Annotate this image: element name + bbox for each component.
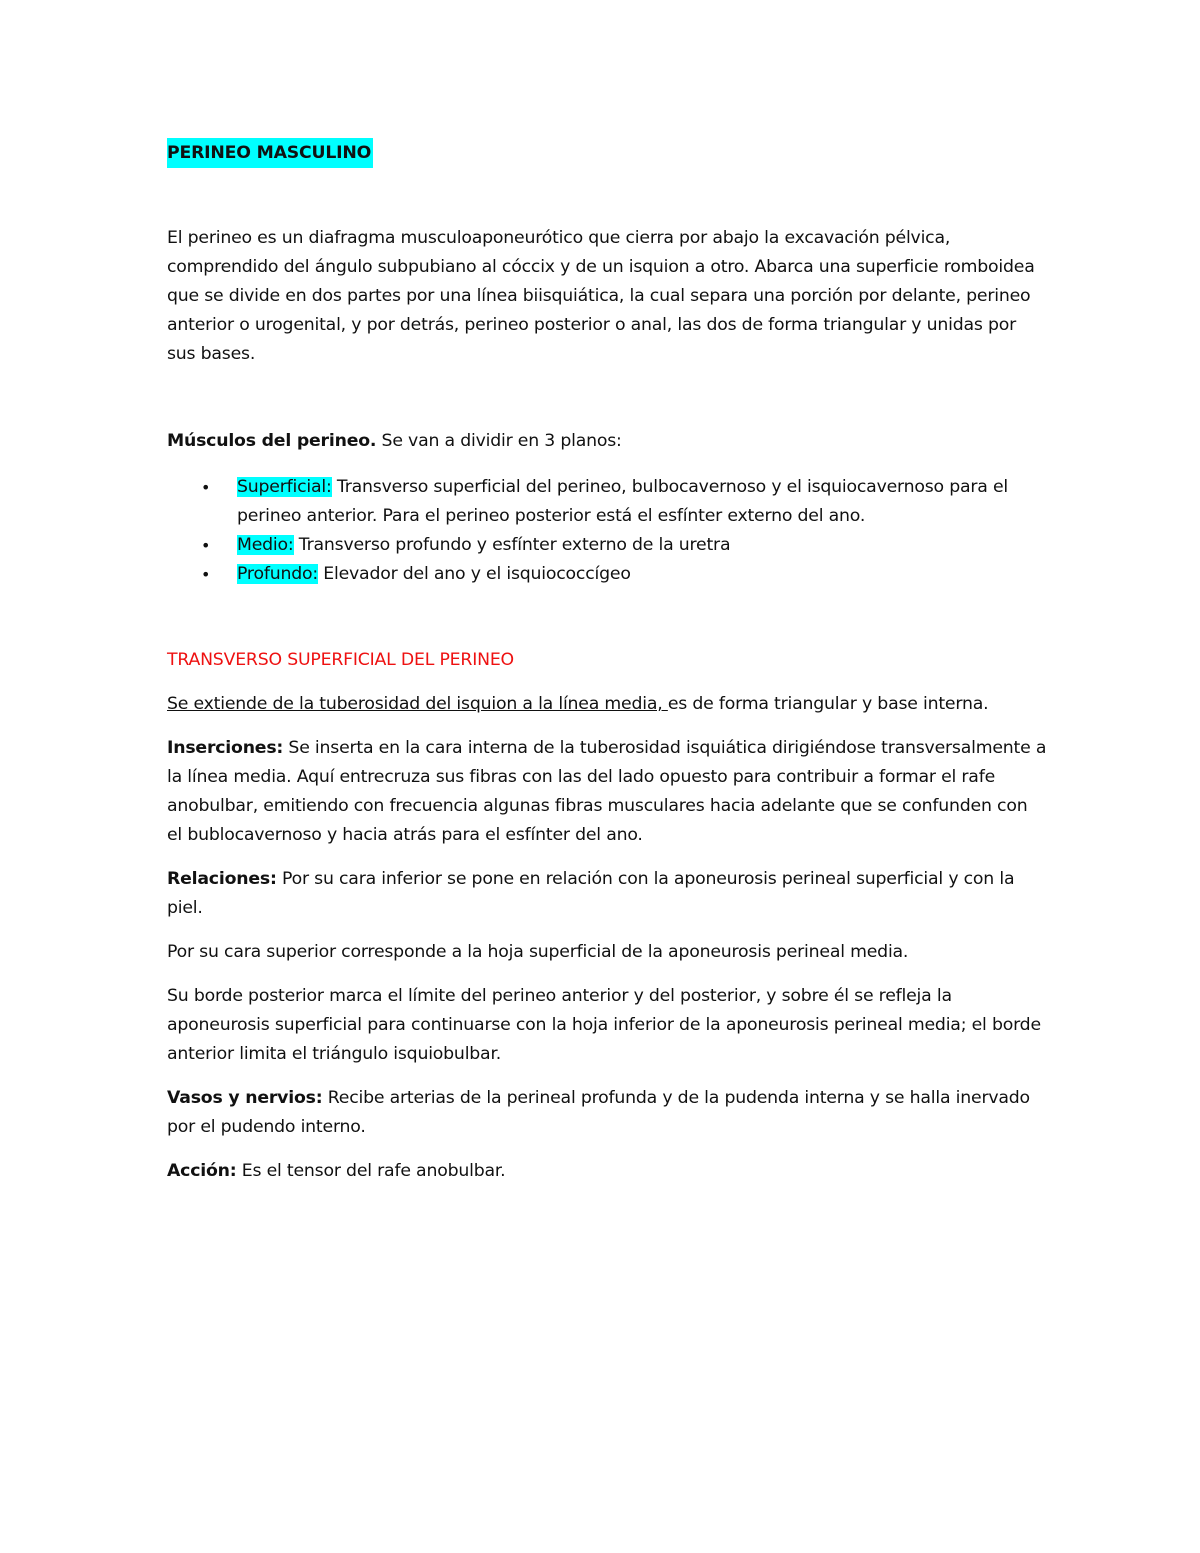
plane-label: Medio: [237, 535, 294, 555]
list-item-superficial [167, 473, 1047, 531]
plane-text: Elevador del ano y el isquiococcígeo [317, 564, 631, 584]
plane-label: Superficial: [237, 477, 332, 497]
relations-paragraph [167, 865, 1047, 923]
intro-paragraph: El perineo es un diafragma musculoaponeurótico que cierra por abajo la excavación pélvica, comprendido del ángulo subpubiano al cóccix y de un isquion a otro. Abarca una superficie romboidea que se divide en dos partes por una línea biisquiática, la cual separa una porción por delante, perineo anterior o urogenital, y por detrás, perineo posterior o anal, las dos de forma triangular y unidas por sus bases. [167, 228, 1035, 364]
superior-face-paragraph: Por su cara superior corresponde a la hoja superficial de la aponeurosis perineal media. [167, 942, 909, 962]
insertions-label: Inserciones: [167, 738, 284, 758]
bullet-icon: • [201, 478, 211, 497]
muscles-text: Se van a dividir en 3 planos: [376, 431, 622, 451]
vessels-label: Vasos y nervios: [167, 1088, 323, 1108]
relations-label: Relaciones: [167, 869, 277, 889]
muscle-planes-list [167, 473, 1047, 589]
document-page [167, 138, 1047, 1186]
bullet-icon: • [201, 565, 211, 584]
muscles-paragraph [167, 427, 1047, 456]
extent-paragraph [167, 690, 1047, 719]
action-label: Acción: [167, 1161, 237, 1181]
action-text: Es el tensor del rafe anobulbar. [236, 1161, 506, 1181]
section-title: TRANSVERSO SUPERFICIAL DEL PERINEO [167, 650, 514, 670]
plane-text: Transverso profundo y esfínter externo de la uretra [293, 535, 731, 555]
document-title: PERINEO MASCULINO [167, 138, 373, 168]
vessels-text: Recibe arterias de la perineal profunda y de la pudenda interna y se halla inervado por el pudendo interno. [167, 1088, 1030, 1137]
muscles-heading: Músculos del perineo. [167, 431, 377, 451]
relations-text: Por su cara inferior se pone en relación con la aponeurosis perineal superficial y con la piel. [167, 869, 1015, 918]
plane-label: Profundo: [237, 564, 318, 584]
extent-underlined: Se extiende de la tuberosidad del isquion a la línea media, [167, 694, 668, 714]
bullet-icon: • [201, 536, 211, 555]
vessels-paragraph [167, 1084, 1047, 1142]
insertions-text: Se inserta en la cara interna de la tuberosidad isquiática dirigiéndose transversalmente a la línea media. Aquí entrecruza sus fibras con las del lado opuesto para contribuir a formar el rafe anobulbar, emitiendo con frecuencia algunas fibras musculares hacia adelante que se confunden con el bublocavernoso y hacia atrás para el esfínter del ano. [167, 738, 1047, 845]
list-item-medio [167, 531, 1047, 560]
insertions-paragraph [167, 734, 1047, 850]
document-title-line [167, 138, 1047, 168]
list-item-profundo [167, 560, 1047, 589]
posterior-border-paragraph: Su borde posterior marca el límite del perineo anterior y del posterior, y sobre él se refleja la aponeurosis superficial para continuarse con la hoja inferior de la aponeurosis perineal media; el borde anterior limita el triángulo isquiobulbar. [167, 986, 1041, 1064]
action-paragraph [167, 1157, 1047, 1186]
extent-rest: es de forma triangular y base interna. [667, 694, 989, 714]
plane-text: Transverso superficial del perineo, bulbocavernoso y el isquiocavernoso para el perineo anterior. Para el perineo posterior está el esfínter externo del ano. [237, 477, 1009, 526]
